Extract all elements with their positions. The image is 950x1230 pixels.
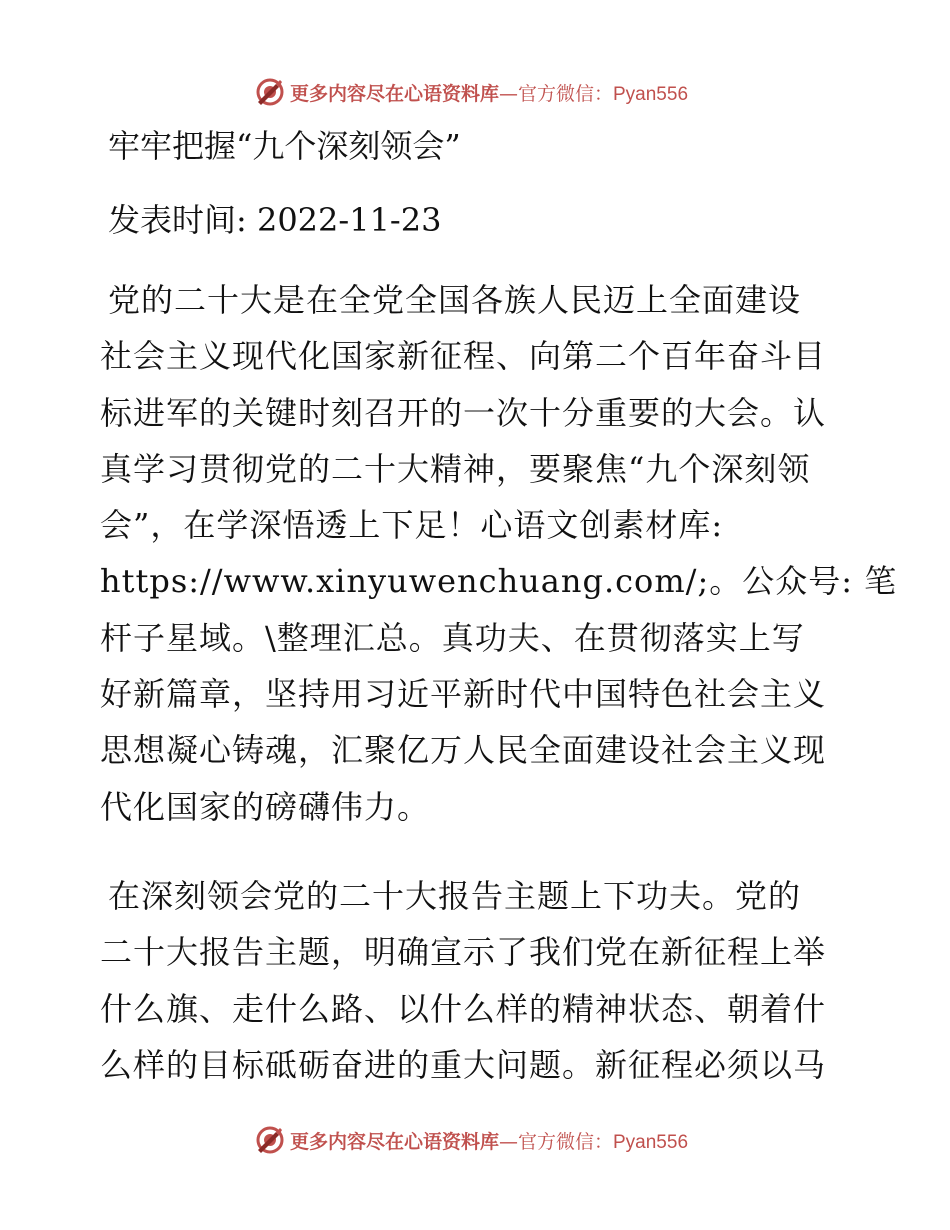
watermark-main-text: 更多内容尽在心语资料库	[289, 1130, 499, 1153]
watermark-text	[290, 1127, 688, 1154]
watermark-separator-text: —官方微信：	[498, 1130, 613, 1153]
paragraph-line: 什么旗、走什么路、以什么样的精神状态、朝着什	[100, 989, 827, 1028]
watermark-wechat-id: Pyan556	[613, 1131, 689, 1153]
document-title: 牢牢把握“九个深刻领会”	[108, 127, 461, 165]
paragraph-line: 二十大报告主题，明确宣示了我们党在新征程上举	[100, 933, 827, 972]
paragraph-line: 代化国家的磅礴伟力。	[100, 787, 431, 826]
watermark-text	[290, 79, 688, 106]
paragraph-line: 标进军的关键时刻召开的一次十分重要的大会。认	[100, 393, 827, 432]
paragraph-line: 么样的目标砥砺奋进的重大问题。新征程必须以马	[100, 1045, 827, 1084]
paragraph-line: 在深刻领会党的二十大报告主题上下功夫。党的	[108, 877, 802, 915]
watermark-main-text: 更多内容尽在心语资料库	[289, 82, 499, 105]
footer-watermark	[254, 1124, 688, 1156]
paragraph-line: 党的二十大是在全党全国各族人民迈上全面建设	[108, 281, 802, 319]
paragraph-line-url: https://www.xinyuwenchuang.com/;。公众号: 笔	[100, 562, 898, 601]
paragraph-line: 社会主义现代化国家新征程、向第二个百年奋斗目	[100, 337, 827, 376]
pen-circle-logo-icon	[254, 1124, 286, 1156]
footer-watermark-banner	[0, 1120, 950, 1160]
paragraph-line: 好新篇章，坚持用习近平新时代中国特色社会主义	[100, 675, 827, 714]
paragraph-line: 杆子星域。\整理汇总。真功夫、在贯彻落实上写	[100, 618, 805, 657]
body-paragraph-1	[100, 272, 898, 835]
pen-circle-logo-icon	[254, 76, 286, 108]
paragraph-line: 真学习贯彻党的二十大精神，要聚焦“九个深刻领	[100, 449, 811, 488]
paragraph-line: 会”，在学深悟透上下足！心语文创素材库:	[100, 506, 724, 545]
header-watermark-banner	[0, 72, 950, 112]
publish-date: 发表时间: 2022-11-23	[108, 201, 442, 239]
watermark-separator-text: —官方微信：	[498, 82, 613, 105]
paragraph-line: 思想凝心铸魂，汇聚亿万人民全面建设社会主义现	[100, 731, 827, 770]
body-paragraph-2	[100, 868, 860, 1093]
watermark-wechat-id: Pyan556	[613, 83, 689, 105]
header-watermark	[254, 76, 688, 108]
